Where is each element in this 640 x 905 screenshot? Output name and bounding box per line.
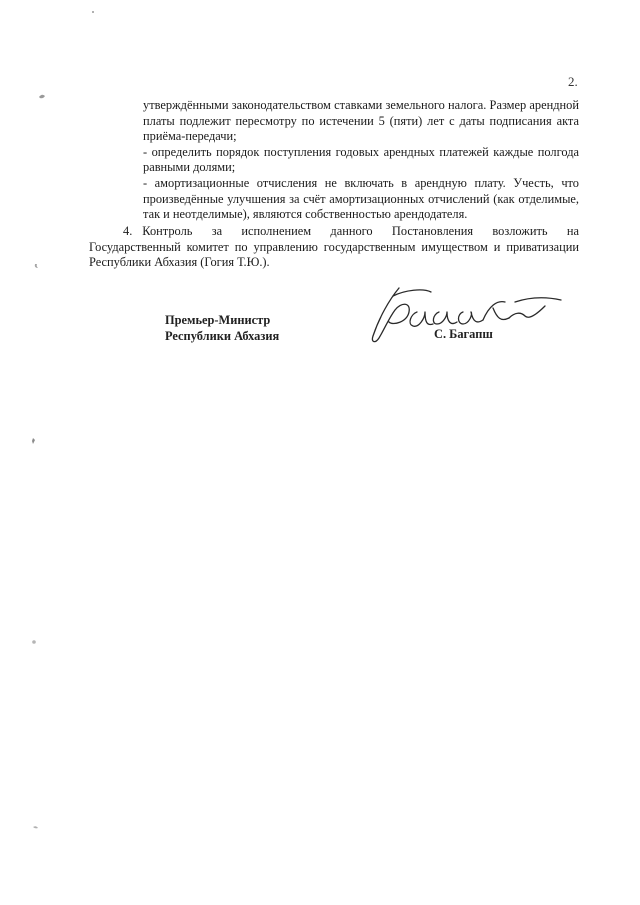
position-title: Премьер-Министр bbox=[165, 313, 271, 327]
scan-speck bbox=[30, 437, 40, 445]
item-4-control bbox=[89, 224, 579, 271]
scan-speck bbox=[30, 638, 40, 646]
page-number: 2. bbox=[568, 74, 578, 89]
signatory-position bbox=[165, 312, 279, 344]
scan-speck bbox=[90, 9, 100, 17]
item-4-line-3: Республики Абхазия (Гогия Т.Ю.). bbox=[89, 255, 270, 270]
item-number: 4. bbox=[123, 224, 133, 238]
item-4-line-1: 4. Контроль за исполнением данного Постановления возложить на bbox=[123, 224, 579, 238]
paragraph-depreciation: - амортизационные отчисления не включать в арендную плату. Учесть, что произведённые улучшения за счёт амортизационных отчислений (как отделимые, так и неотделимые), являются собственностью арендодателя. bbox=[143, 175, 579, 222]
lease-terms-text bbox=[143, 98, 579, 223]
paragraph-payment-schedule: - определить порядок поступления годовых арендных платежей каждые полгода равными долями; bbox=[143, 144, 579, 175]
scan-speck bbox=[38, 92, 48, 100]
scan-speck bbox=[33, 262, 43, 270]
signer-name: С. Багапш bbox=[434, 327, 493, 341]
item-4-line-2: Государственный комитет по управлению государственным имуществом и приватизации bbox=[89, 239, 579, 254]
paragraph-lease-rate: утверждёнными законодательством ставками земельного налога. Размер арендной платы подлежит пересмотру по истечении 5 (пяти) лет с даты подписания акта приёма-передачи; bbox=[143, 98, 579, 144]
position-country: Республики Абхазия bbox=[165, 329, 280, 343]
scan-speck bbox=[31, 824, 41, 832]
